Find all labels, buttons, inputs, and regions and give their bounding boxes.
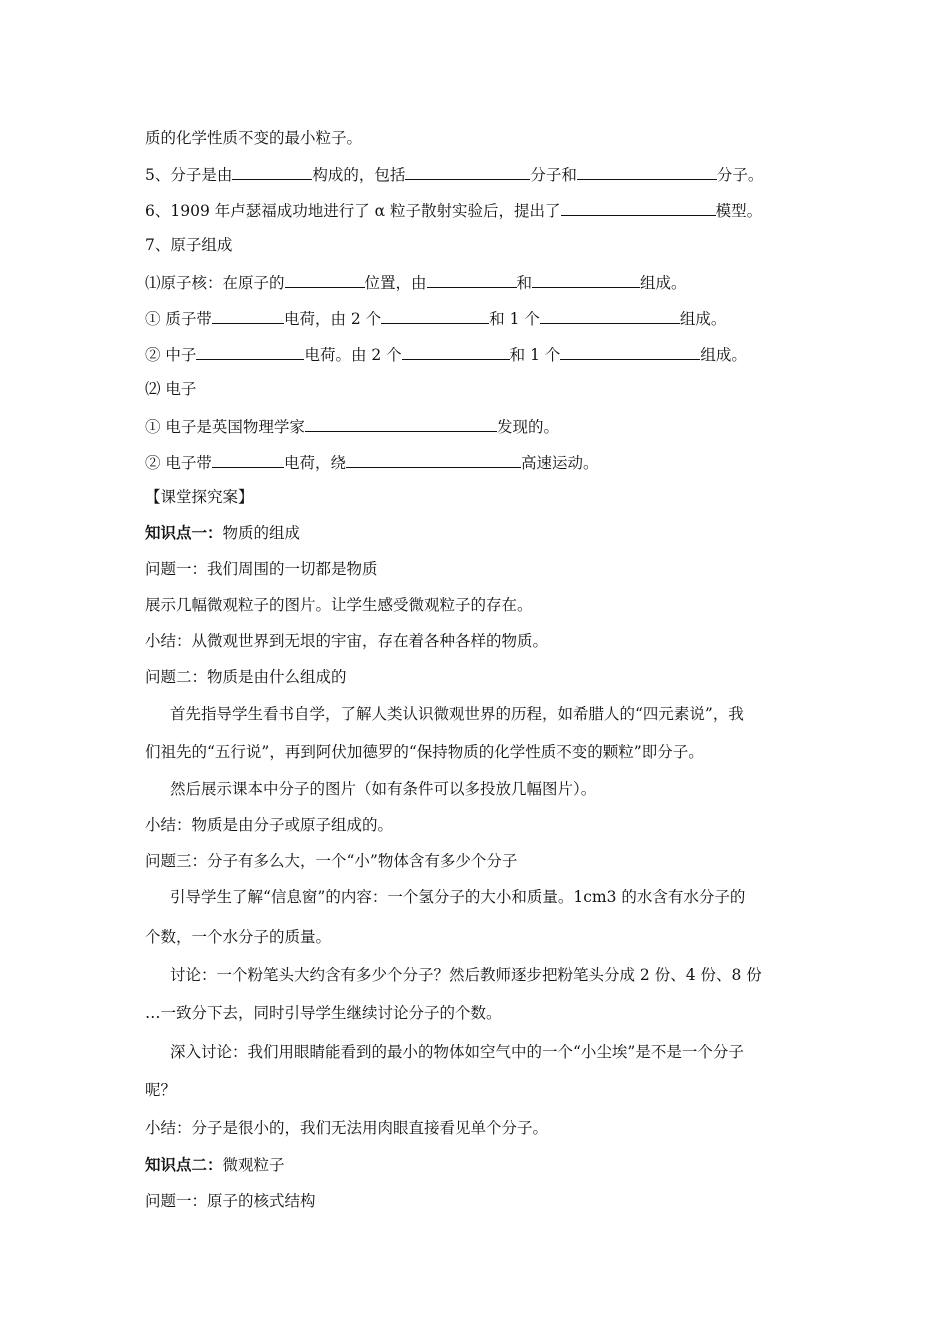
electron-heading: ⑵ 电子	[145, 380, 197, 398]
text-line-1: 质的化学性质不变的最小粒子。	[145, 129, 363, 147]
nucleus-part-d: 组成。	[640, 274, 687, 292]
question-7: 7、原子组成	[145, 236, 233, 254]
knowledge-point-1-title: 物质的组成	[222, 524, 301, 542]
proton-blank-1[interactable]	[212, 307, 284, 324]
question-4: 问题一：原子的核式结构	[145, 1192, 316, 1210]
nucleus-part-c: 和	[516, 274, 533, 292]
q5-part-d: 分子。	[716, 166, 764, 184]
proton-part-c: 和 1 个	[489, 310, 540, 328]
proton-line	[145, 307, 726, 329]
proton-blank-3[interactable]	[540, 307, 680, 324]
paragraph-line-23: 个数，一个水分子的质量。	[145, 928, 332, 946]
electron-discovery-blank[interactable]	[305, 415, 497, 432]
text-line-14: 展示几幅微观粒子的图片。让学生感受微观粒子的存在。	[145, 596, 533, 614]
electron-discovery-b: 发现的。	[496, 418, 559, 436]
neutron-part-a: ② 中子	[145, 346, 197, 364]
electron-charge-b: 电荷，绕	[283, 454, 346, 472]
electron-charge-blank-2[interactable]	[346, 451, 521, 468]
knowledge-point-2-title: 微观粒子	[222, 1156, 285, 1174]
neutron-part-b: 电荷。由 2 个	[304, 346, 402, 364]
neutron-part-c: 和 1 个	[509, 346, 561, 364]
paragraph-line-19: 然后展示课本中分子的图片（如有条件可以多投放几幅图片）。	[170, 780, 597, 798]
question-2: 问题二：物质是由什么组成的	[145, 668, 347, 686]
knowledge-point-2	[145, 1155, 285, 1175]
knowledge-point-1-label: 知识点一：	[145, 523, 223, 542]
proton-part-b: 电荷，由 2 个	[283, 310, 382, 328]
paragraph-line-26: 深入讨论：我们用眼睛能看到的最小的物体如空气中的一个“小尘埃”是不是一个分子	[170, 1043, 744, 1061]
q5-part-b: 构成的，包括	[312, 166, 406, 184]
neutron-line	[145, 343, 747, 365]
q6-part-b: 模型。	[715, 202, 763, 220]
q6-blank-1[interactable]	[561, 199, 716, 216]
nucleus-line	[145, 271, 687, 293]
nucleus-blank-1[interactable]	[285, 271, 365, 288]
proton-part-d: 组成。	[679, 310, 727, 328]
electron-charge-c: 高速运动。	[520, 454, 599, 472]
summary-2: 小结：物质是由分子或原子组成的。	[145, 816, 394, 834]
neutron-part-d: 组成。	[700, 346, 747, 364]
q5-blank-3[interactable]	[577, 163, 717, 180]
paragraph-line-22: 引导学生了解“信息窗”的内容：一个氢分子的大小和质量。1cm3 的水含有水分子的	[170, 888, 746, 906]
nucleus-blank-3[interactable]	[532, 271, 640, 288]
summary-1: 小结：从微观世界到无垠的宇宙，存在着各种各样的物质。	[145, 632, 549, 650]
electron-discovery-a: ① 电子是英国物理学家	[145, 418, 305, 436]
paragraph-line-24: 讨论：一个粉笔头大约含有多少个分子？然后教师逐步把粉笔头分成 2 份、4 份、8 份	[170, 966, 762, 984]
neutron-blank-2[interactable]	[402, 343, 510, 360]
q5-part-a: 5、分子是由	[145, 166, 233, 184]
q5-blank-2[interactable]	[405, 163, 530, 180]
knowledge-point-2-label: 知识点二：	[145, 1155, 223, 1174]
nucleus-part-a: ⑴原子核：在原子的	[145, 274, 285, 292]
question-6	[145, 199, 762, 221]
electron-discovery-line	[145, 415, 559, 437]
summary-3: 小结：分子是很小的，我们无法用肉眼直接看见单个分子。	[145, 1119, 549, 1137]
proton-part-a: ① 质子带	[145, 310, 212, 328]
electron-charge-blank-1[interactable]	[212, 451, 284, 468]
neutron-blank-1[interactable]	[196, 343, 304, 360]
q5-blank-1[interactable]	[232, 163, 312, 180]
question-1: 问题一：我们周围的一切都是物质	[145, 560, 378, 578]
nucleus-part-b: 位置，由	[364, 274, 427, 292]
electron-charge-a: ② 电子带	[145, 454, 212, 472]
neutron-blank-3[interactable]	[560, 343, 700, 360]
q6-part-a: 6、1909 年卢瑟福成功地进行了 α 粒子散射实验后，提出了	[145, 202, 561, 220]
paragraph-line-18: 们祖先的“五行说”，再到阿伏加德罗的“保持物质的化学性质不变的颗粒”即分子。	[145, 743, 704, 761]
nucleus-blank-2[interactable]	[427, 271, 517, 288]
q5-part-c: 分子和	[530, 166, 577, 184]
electron-charge-line	[145, 451, 598, 473]
paragraph-line-25: …一致分下去，同时引导学生继续讨论分子的个数。	[145, 1004, 502, 1022]
question-5	[145, 163, 763, 185]
paragraph-line-27: 呢？	[145, 1081, 177, 1099]
section-heading: 【课堂探究案】	[145, 488, 254, 506]
proton-blank-2[interactable]	[381, 307, 489, 324]
knowledge-point-1	[145, 523, 300, 543]
question-3: 问题三：分子有多么大，一个“小”物体含有多少个分子	[145, 852, 518, 870]
paragraph-line-17: 首先指导学生看书自学，了解人类认识微观世界的历程，如希腊人的“四元素说”，我	[170, 705, 744, 723]
